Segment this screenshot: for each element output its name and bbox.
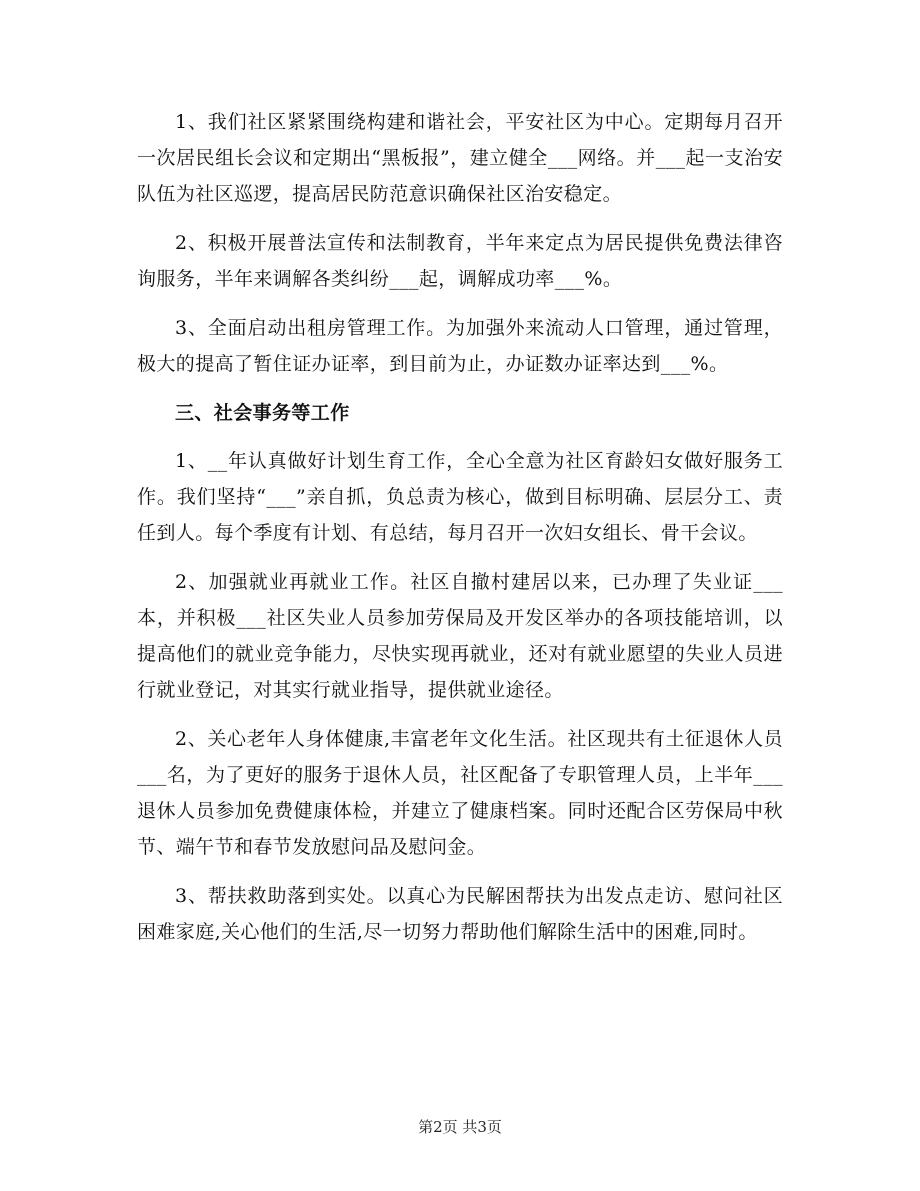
section-paragraph-2: 2、加强就业再就业工作。社区自撤村建居以来，已办理了失业证___本，并积极___社区失业人员参加劳保局及开发区举办的各项技能培训，以提高他们的就业竞争能力，尽快实现再就业，还对有就业愿望的失业人员进行就业登记，对其实行就业指导，提供就业途径。 <box>137 571 783 701</box>
section-paragraph-3: 2、关心老年人身体健康,丰富老年文化生活。社区现共有土征退休人员___名，为了更好的服务于退休人员，社区配备了专职管理人员，上半年___退休人员参加免费健康体检，并建立了健康档案。同时还配合区劳保局中秋节、端午节和春节发放慰问品及慰问金。 <box>137 728 783 858</box>
section-heading: 三、社会事务等工作 <box>175 402 350 424</box>
section-paragraph-1: 1、__年认真做好计划生育工作，全心全意为社区育龄妇女做好服务工作。我们坚持“___”亲自抓，负总责为核心，做到目标明确、层层分工、责任到人。每个季度有计划、有总结，每月召开一次妇女组长、骨干会议。 <box>137 450 783 544</box>
paragraph-2: 2、积极开展普法宣传和法制教育，半年来定点为居民提供免费法律咨询服务，半年来调解各类纠纷___起，调解成功率___%。 <box>137 232 783 290</box>
document-body <box>137 104 783 963</box>
page-number-footer: 第2页 共3页 <box>418 1118 502 1136</box>
paragraph-3: 3、全面启动出租房管理工作。为加强外来流动人口管理，通过管理，极大的提高了暂住证办证率，到目前为止，办证数办证率达到___%。 <box>137 317 783 375</box>
paragraph-1: 1、我们社区紧紧围绕构建和谐社会，平安社区为中心。定期每月召开一次居民组长会议和定期出“黑板报”，建立健全___网络。并___起一支治安队伍为社区巡逻，提高居民防范意识确保社区治安稳定。 <box>137 111 783 205</box>
section-paragraph-4: 3、帮扶救助落到实处。以真心为民解困帮扶为出发点走访、慰问社区困难家庭,关心他们的生活,尽一切努力帮助他们解除生活中的困难,同时。 <box>137 885 783 943</box>
